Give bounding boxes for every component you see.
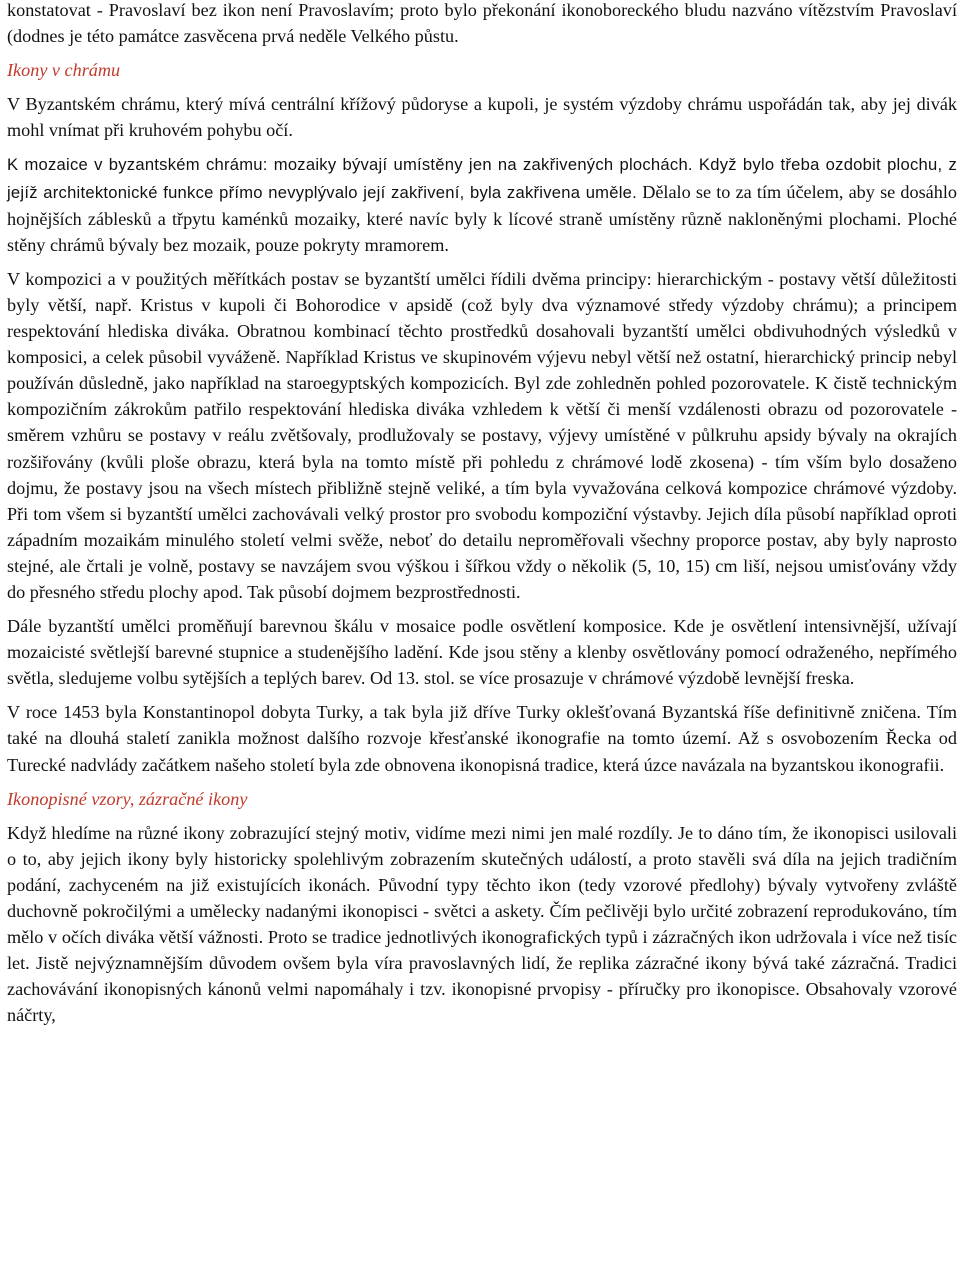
paragraph-mosaic [7,151,957,257]
paragraph-colors: Dále byzantští umělci proměňují barevnou škálu v mosaice podle osvětlení komposice. Kde je osvětlení intensivnější, užívají mozaicisté světlejší barevné stupnice a studenějšího ladění. Kde jsou stěny a klenby osvětlovány pomocí odraženého, nepřímého světla, sledujeme volbu sytějších a teplých barev. Od 13. stol. se více prosazuje v chrámové výzdobě levnější freska. [7,616,957,689]
paragraph-mosaic-serif-part: Dělalo se to za tím účelem, aby se dosáhlo hojnějších záblesků a třpytu kaménků mozaiky, které navíc byly k lícové straně umístěny různě nakloněnými plochami. Ploché stěny chrámů bývaly bez mozaik, pouze pokryty mramorem. [7,181,957,255]
heading-icon-patterns: Ikonopisné vzory, zázračné ikony [7,788,248,809]
document-page [7,0,957,1036]
heading-icons-in-church: Ikony v chrámu [7,60,121,81]
paragraph-history: V roce 1453 byla Konstantinopol dobyta Turky, a tak byla již dříve Turky oklešťovaná Byzantská říše definitivně zničena. Tím také na dlouhá staletí zanikla možnost dalšího rozvoje křesťanské ikonografie na tomto území. Až s osvobozením Řecka od Turecké nadvlády začátkem našeho století byla zde obnovena ikonopisná tradice, která úzce navázala na byzantskou ikonografii. [7,702,957,775]
paragraph-byzantine-layout: V Byzantském chrámu, který mívá centrální křížový půdoryse a kupoli, je systém výzdoby chrámu uspořádán tak, aby jej divák mohl vnímat při kruhovém pohybu očí. [7,94,957,141]
paragraph-patterns: Když hledíme na různé ikony zobrazující stejný motiv, vidíme mezi nimi jen malé rozdíly. Je to dáno tím, že ikonopisci usilovali o to, aby jejich ikony byly historicky spolehlivým zobrazením skutečných událostí, a proto stavěli svá díla na jejich tradičním podání, zachyceném na již existujících ikonách. Původní typy těchto ikon (tedy vzorové předlohy) bývaly vytvořeny zvláště duchovně pokročilými a umělecky nadanými ikonopisci - světci a askety. Čím pečlivěji bylo určité zobrazení reprodukováno, tím mělo v očích diváka větší vážnosti. Proto se tradice jednotlivých ikonografických typů i zázračných ikon udržovala i více než tisíc let. Jistě nejvýznamnějším důvodem ovšem byla víra pravoslavných lidí, že replika zázračné ikony bývá také zázračná. Tradici zachovávání ikonopisných kánonů velmi napomáhaly i tzv. ikonopisné prvopisy - příručky pro ikonopisce. Obsahovaly vzorové náčrty, [7,822,957,1026]
paragraph-mosaic-sans-part: K mozaice v byzantském chrámu: mozaiky bývají umístěny jen na zakřivených plochách. Když bylo třeba ozdobit plochu, z jejíž architektonické funkce přímo nevyplývalo její zakřivení, byla zakřivena uměle. [7,155,957,202]
paragraph-composition: V kompozici a v použitých měřítkách postav se byzantští umělci řídili dvěma principy: hierarchickým - postavy větší důležitosti byly větší, např. Kristus v kupoli či Bohorodice v apsidě (což byly dva významové středy výzdoby chrámu); a principem respektování hlediska diváka. Obratnou kombinací těchto prostředků dosahovali byzantští umělci obdivuhodných výsledků v komposici, a celek působil vyváženě. Například Kristus ve skupinovém výjevu nebyl větší než ostatní, hierarchický princip nebyl používán důsledně, jako například na staroegyptských kompozicích. Byl zde zohledněn pohled pozorovatele. K čistě technickým kompozičním zákrokům patřilo respektování hlediska diváka vzhledem k větší či menší vzdálenosti obrazu od pozorovatele - směrem vzhůru se postavy v reálu zvětšovaly, prodlužovaly se postavy, výjevy umístěné v půlkruhu apsidy bývaly na okrajích rozšiřovány (kvůli ploše obrazu, která byla na tomto místě při pohledu z chrámové lodě zkosena) - tím vším bylo dosaženo dojmu, že postavy jsou na všech místech přibližně stejně veliké, a tím byla vyvažována celková kompozice chrámové výzdoby. Při tom všem si byzantští umělci zachovávali velký prostor pro svobodu kompoziční výstavby. Jejich díla působí například oproti západním mozaikám minulého století velmi svěže, neboť do detailu neproměřovali všechny proporce postav, aby byly naprosto stejné, ale črtali je volně, postavy se navzájem svou výškou i šířkou vždy o několik (5, 10, 15) cm liší, nejsou umisťovány vždy do přesného středu plochy apod. Tak působí dojmem bezprostřednosti. [7,268,957,602]
paragraph-intro: konstatovat - Pravoslaví bez ikon není Pravoslavím; proto bylo překonání ikonoboreckého bludu nazváno vítězstvím Pravoslaví (dodnes je této památce zasvěcena prvá neděle Velkého půstu. [7,0,957,47]
